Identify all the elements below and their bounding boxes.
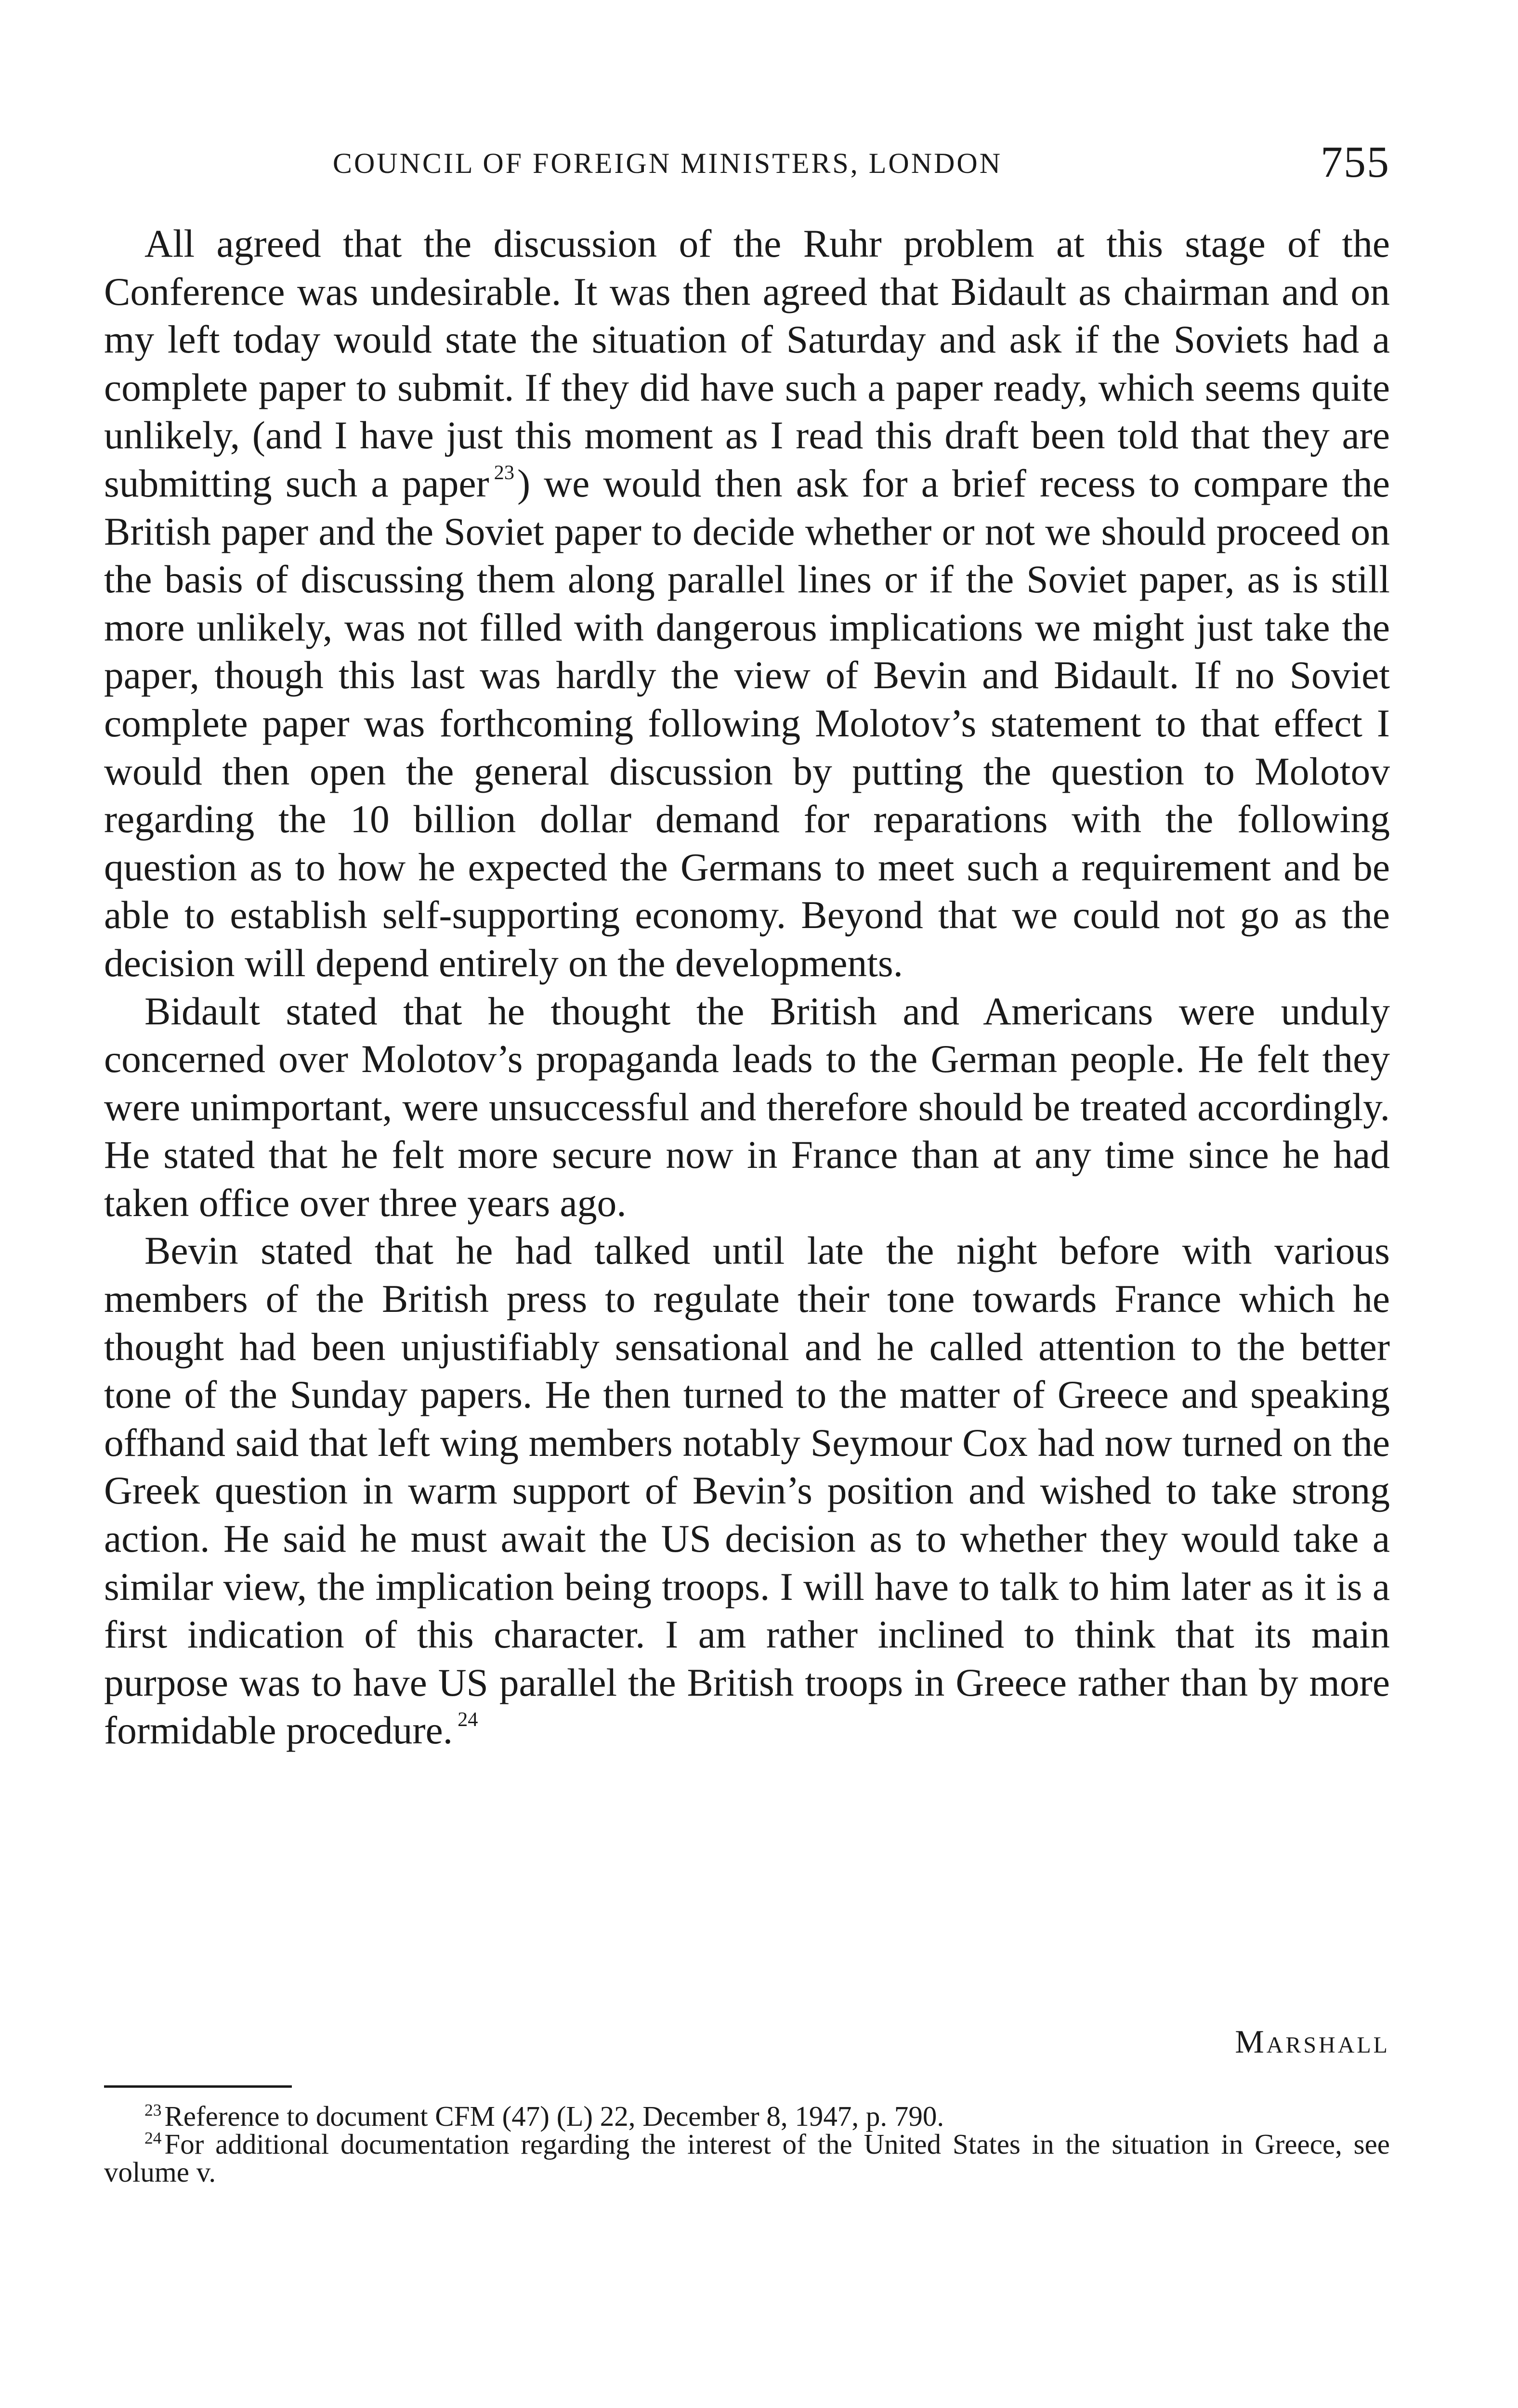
footnote-marker: 23 <box>144 2100 162 2120</box>
footnote <box>104 2102 1390 2130</box>
running-head <box>104 136 1390 189</box>
paragraph-text: All agreed that the discussion of the Ruhr problem at this stage of the Conference was undesirable. It was then agreed that Bidault as chairman and on my left today would state the situation of Saturday and ask if the Soviets had a complete paper to submit. If they did have such a paper ready, which seems quite unlikely, (and I have just this moment as I read this draft been told that they are submitting such a paper <box>104 222 1390 505</box>
signature: Marshall <box>1235 2023 1390 2060</box>
page-number: 755 <box>1321 137 1390 186</box>
body-paragraph <box>104 987 1390 1227</box>
body-paragraph <box>104 1227 1390 1754</box>
footnotes <box>104 2102 1390 2186</box>
footnote-text: Reference to document CFM (47) (L) 22, December 8, 1947, p. 790. <box>164 2100 944 2132</box>
paragraph-text: ) we would then ask for a brief recess to compare the British paper and the Soviet paper to decide whether or not we should proceed on the basis of discussing them along parallel lines or if the Soviet paper, as is still more unlikely, was not filled with dangerous implications we might just take the paper, though this last was hardly the view of Bevin and Bidault. If no Soviet complete paper was forthcoming following Molotov’s statement to that effect I would then open the general discussion by putting the question to Molotov regarding the 10 billion dollar demand for reparations with the following question as to how he expected the Germans to meet such a requirement and be able to establish self-supporting economy. Beyond that we could not go as the decision will depend entirely on the developments. <box>104 461 1390 985</box>
footnote <box>104 2130 1390 2186</box>
paragraph-text: Bidault stated that he thought the British and Americans were unduly concerned over Molotov’s propaganda leads to the German people. He felt they were unimportant, were unsuccessful and therefore should be treated accordingly. He stated that he felt more secure now in France than at any time since he had taken office over three years ago. <box>104 989 1390 1225</box>
paragraph-text: Bevin stated that he had talked until late the night before with various members of the British press to regulate their tone towards France which he thought had been unjustifiably sensational and he called attention to the better tone of the Sunday papers. He then turned to the matter of Greece and speaking offhand said that left wing members notably Seymour Cox had now turned on the Greek question in warm support of Bevin’s position and wished to take strong action. He said he must await the US decision as to whether they would take a similar view, the implication being troops. I will have to talk to him later as it is a first indication of this character. I am rather inclined to think that its main purpose was to have US parallel the British troops in Greece rather than by more formidable procedure. <box>104 1229 1390 1753</box>
body-text <box>104 220 1390 1754</box>
footnote-text: For additional documentation regarding the interest of the United States in the situation in Greece, see volume v. <box>104 2128 1390 2188</box>
footnote-rule <box>104 2085 292 2088</box>
body-paragraph <box>104 220 1390 987</box>
footnote-reference: 23 <box>494 461 515 484</box>
running-title: COUNCIL OF FOREIGN MINISTERS, LONDON <box>332 147 1003 179</box>
footnote-marker: 24 <box>144 2128 162 2147</box>
footnote-reference: 24 <box>458 1708 478 1731</box>
